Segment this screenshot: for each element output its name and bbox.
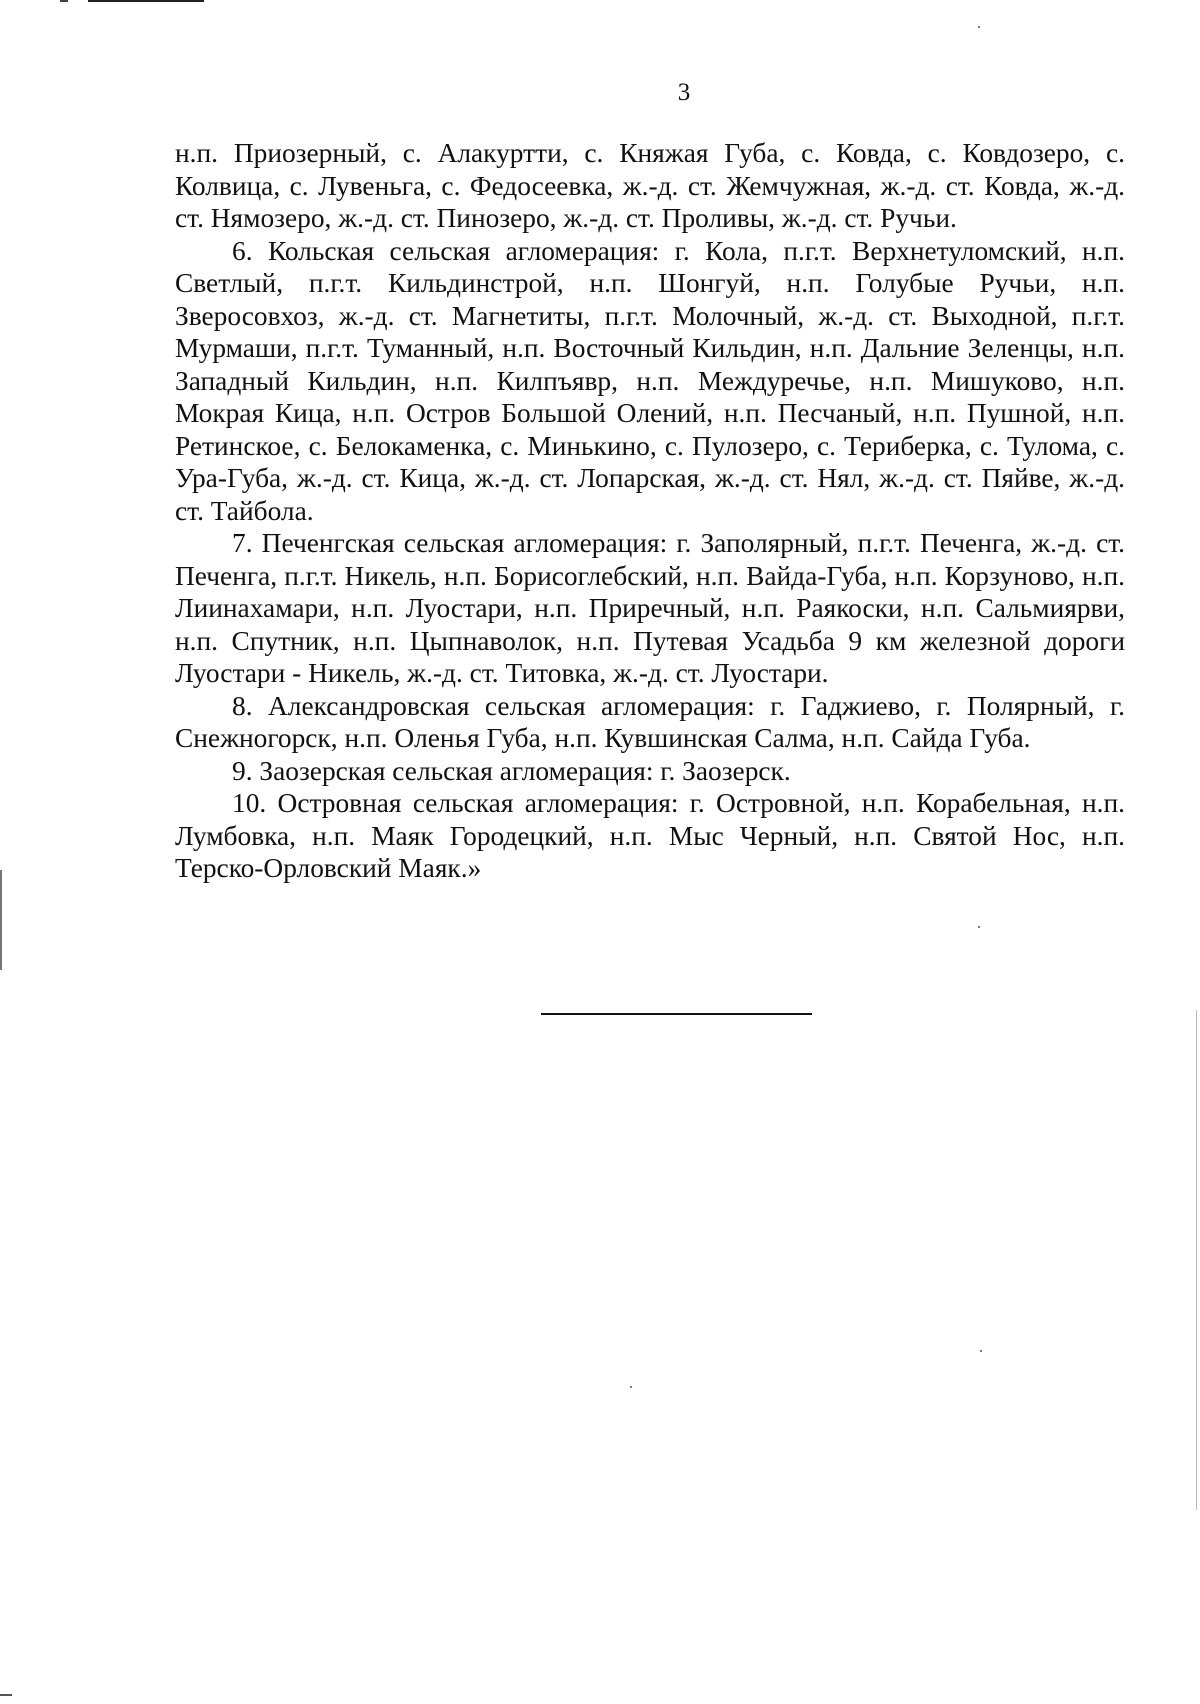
paragraph-item-7: 7. Печенгская сельская агломерация: г. Заполярный, п.г.т. Печенга, ж.-д. ст. Печенга, п.г.т. Никель, н.п. Борисоглебский, н.п. Вайда-Губа, н.п. Корзуново, н.п. Лиинахамари, н.п. Луостари, н.п. Приречный, н.п. Раякоски, н.п. Сальмиярви, н.п. Спутник, н.п. Цыпнаволок, н.п. Путевая Усадьба 9 км железной дороги Луостари - Никель, ж.-д. ст. Титовка, ж.-д. ст. Луостари. — [175, 528, 1125, 688]
paragraph-item-6: 6. Кольская сельская агломерация: г. Кола, п.г.т. Верхнетуломский, н.п. Светлый, п.г.т. Кильдинстрой, н.п. Шонгуй, н.п. Голубые Ручьи, н.п. Зверосовхоз, ж.-д. ст. Магнетиты, п.г.т. Молочный, ж.-д. ст. Выходной, п.г.т. Мурмаши, п.г.т. Туманный, н.п. Восточный Кильдин, н.п. Дальние Зеленцы, н.п. Западный Кильдин, н.п. Килпъявр, н.п. Междуречье, н.п. Мишуково, н.п. Мокрая Кица, н.п. Остров Большой Олений, н.п. Песчаный, н.п. Пушной, н.п. Ретинское, с. Белокаменка, с. Минькино, с. Пулозеро, с. Териберка, с. Тулома, с. Ура-Губа, ж.-д. ст. Кица, ж.-д. ст. Лопарская, ж.-д. ст. Нял, ж.-д. ст. Пяйве, ж.-д. ст. Тайбола. — [175, 235, 1125, 526]
scan-artifact-mark — [0, 1694, 12, 1696]
scan-artifact-edge — [0, 870, 2, 970]
scan-artifact-edge — [1196, 1010, 1197, 1510]
page-number: 3 — [677, 79, 691, 106]
paragraph-item-8: 8. Александровская сельская агломерация: г. Гаджиево, г. Полярный, г. Снежногорск, н.п. Оленья Губа, н.п. Кувшинская Салма, н.п. Сайда Губа. — [175, 690, 1125, 753]
document-end-rule — [541, 1013, 812, 1015]
scan-speck — [630, 1386, 632, 1388]
scan-artifact-mark — [60, 0, 68, 2]
scan-speck — [978, 926, 980, 928]
paragraph-item-9: 9. Заозерская сельская агломерация: г. Заозерск. — [232, 755, 791, 786]
document-body — [175, 137, 1125, 885]
scan-artifact-rule — [88, 0, 204, 2]
paragraph-item-10: 10. Островная сельская агломерация: г. Островной, н.п. Корабельная, н.п. Лумбовка, н.п. Маяк Городецкий, н.п. Мыс Черный, н.п. Святой Нос, н.п. Терско-Орловский Маяк.» — [175, 788, 1125, 883]
scan-speck — [978, 26, 980, 28]
scan-speck — [980, 1350, 982, 1352]
paragraph: н.п. Приозерный, с. Алакуртти, с. Княжая Губа, с. Ковда, с. Ковдозеро, с. Колвица, с. Лувеньга, с. Федосеевка, ж.-д. ст. Жемчужная, ж.-д. ст. Ковда, ж.-д. ст. Нямозеро, ж.-д. ст. Пинозеро, ж.-д. ст. Проливы, ж.-д. ст. Ручьи. — [175, 138, 1125, 233]
